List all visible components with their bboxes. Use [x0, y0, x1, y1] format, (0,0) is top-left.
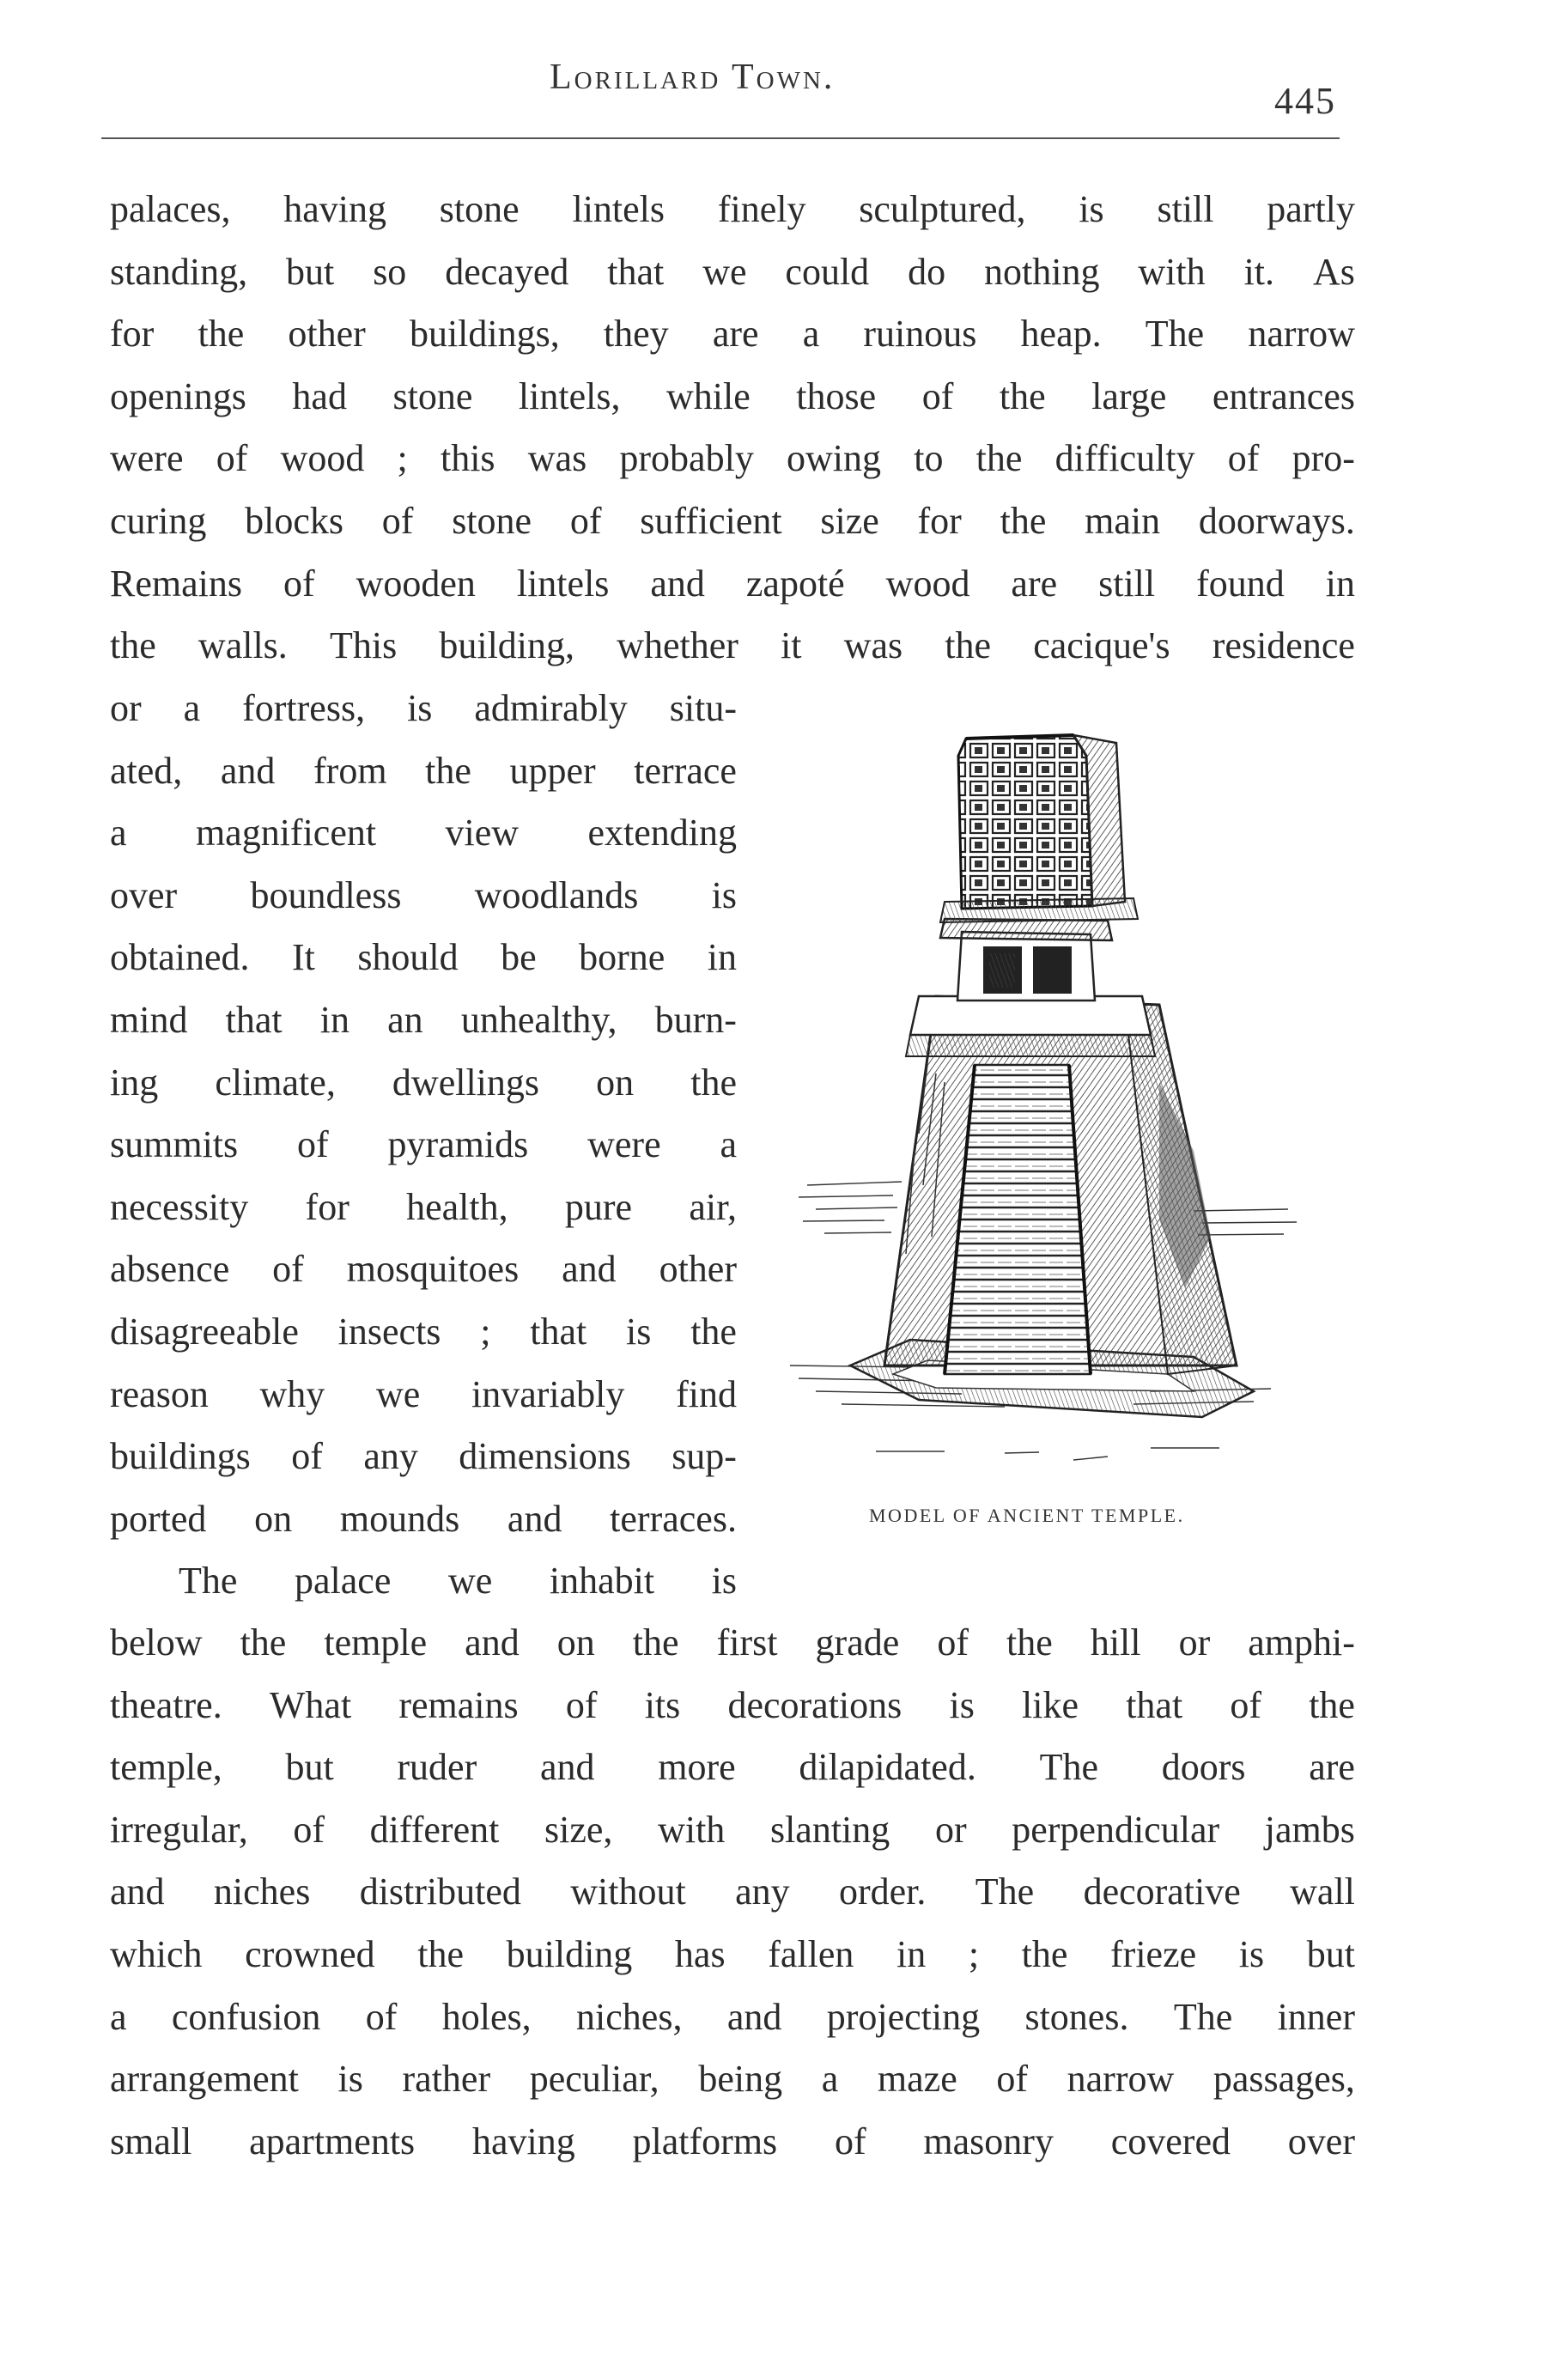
running-head — [0, 53, 1568, 122]
text-line: openings had stone lintels, while those of the large entrances — [110, 374, 1355, 417]
text-line: standing, but so decayed that we could do nothing with it. As — [110, 250, 1355, 293]
text-line: irregular, of different size, with slanting or perpendicular jambs — [110, 1808, 1355, 1851]
body-text-wrapped — [110, 678, 737, 1613]
text-line: theatre. What remains of its decorations is like that of the — [110, 1683, 1355, 1726]
text-line: curing blocks of stone of sufficient size for the main doorways. — [110, 499, 1355, 542]
text-line: below the temple and on the first grade of the hill or amphi- — [110, 1621, 1355, 1664]
text-line: for the other buildings, they are a ruinous heap. The narrow — [110, 313, 1355, 356]
text-line: temple, but ruder and more dilapidated. The doors are — [110, 1746, 1355, 1789]
text-line: a confusion of holes, niches, and projecting stones. The inner — [110, 1995, 1355, 2038]
text-line: which crowned the building has fallen in ; the frieze is but — [110, 1932, 1355, 1975]
text-line: The palace we inhabit is — [179, 1560, 737, 1603]
text-line: ported on mounds and terraces. — [110, 1497, 737, 1540]
text-line: and niches distributed without any order. The decorative wall — [110, 1870, 1355, 1913]
sanctuary — [957, 932, 1095, 1001]
text-line: or a fortress, is admirably situ- — [110, 687, 737, 729]
text-line: buildings of any dimensions sup- — [110, 1435, 737, 1478]
text-line: absence of mosquitoes and other — [110, 1248, 737, 1291]
text-line: summits of pyramids were a — [110, 1123, 737, 1166]
text-line: necessity for health, pure air, — [110, 1185, 737, 1228]
roof-comb — [958, 735, 1092, 909]
text-line: disagreeable insects ; that is the — [110, 1310, 737, 1353]
text-line: palaces, having stone lintels finely sculptured, is still partly — [110, 188, 1355, 230]
body-text-bottom — [110, 1612, 1355, 2173]
text-line: arrangement is rather peculiar, being a maze of narrow passages, — [110, 2058, 1355, 2101]
text-line: over boundless woodlands is — [110, 873, 737, 916]
header-rule — [101, 137, 1340, 139]
page-number: 445 — [1274, 80, 1336, 122]
text-line: obtained. It should be borne in — [110, 936, 737, 979]
body-text-top — [110, 179, 1355, 678]
text-line: ated, and from the upper terrace — [110, 749, 737, 792]
text-line: were of wood ; this was probably owing to the difficulty of pro- — [110, 437, 1355, 480]
text-line: the walls. This building, whether it was the cacique's residence — [110, 624, 1355, 667]
text-line: Remains of wooden lintels and zapoté wood are still found in — [110, 562, 1355, 605]
temple-engraving — [790, 704, 1305, 1529]
text-line: a magnificent view extending — [110, 812, 737, 855]
text-line: mind that in an unhealthy, burn- — [110, 998, 737, 1041]
running-title: Lorillard Town. — [550, 58, 836, 97]
figure-caption: MODEL OF ANCIENT TEMPLE. — [869, 1505, 1185, 1526]
text-line: reason why we invariably find — [110, 1372, 737, 1415]
text-line: ing climate, dwellings on the — [110, 1061, 737, 1104]
temple-illustration — [790, 704, 1305, 1529]
text-line: small apartments having platforms of masonry covered over — [110, 2120, 1355, 2162]
